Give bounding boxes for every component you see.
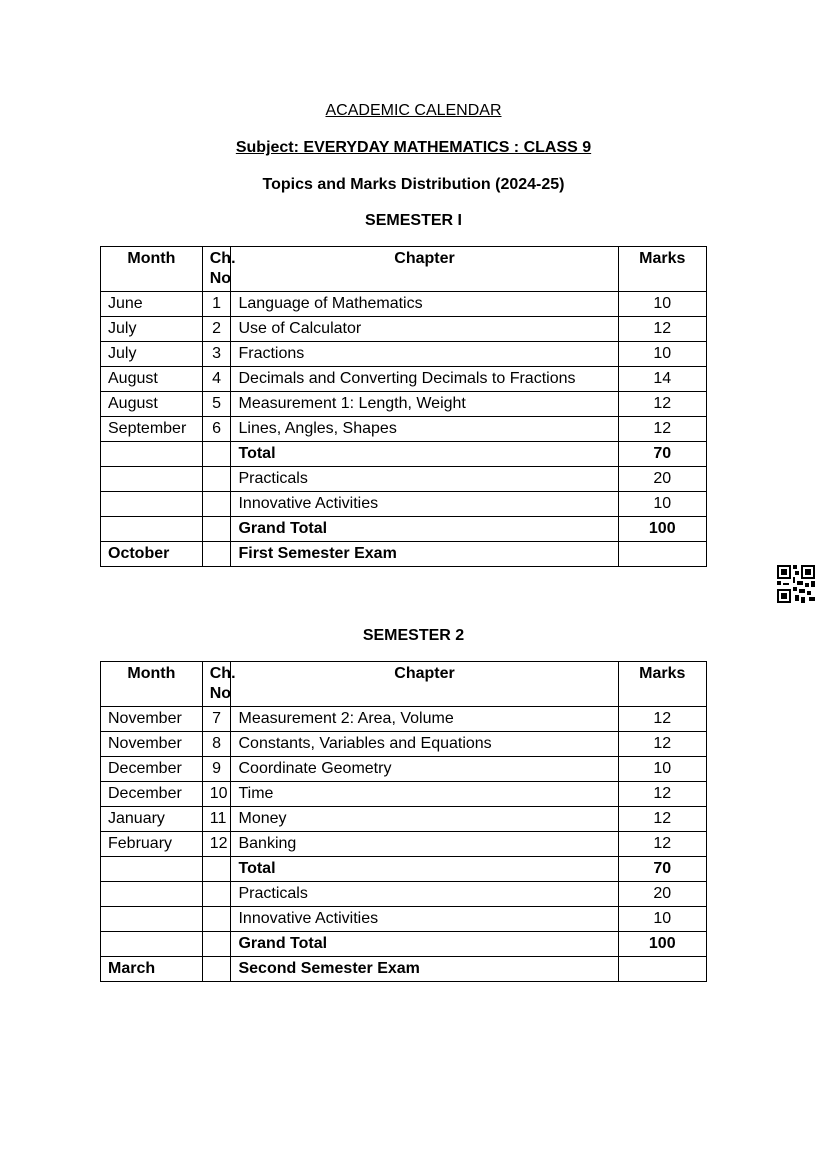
semester-1-table [100, 246, 707, 567]
marks-cell: 10 [618, 757, 706, 782]
ch-no-header: Ch. No [202, 662, 231, 707]
ch-no-cell: 9 [202, 757, 231, 782]
grand-total-marks: 100 [618, 517, 706, 542]
chapter-cell: Constants, Variables and Equations [231, 732, 618, 757]
table-row [101, 807, 707, 832]
total-marks: 70 [618, 442, 706, 467]
qr-code-icon [777, 565, 815, 603]
marks-cell: 12 [618, 807, 706, 832]
practicals-marks: 20 [618, 882, 706, 907]
table-row [101, 292, 707, 317]
chapter-cell: Measurement 1: Length, Weight [231, 392, 618, 417]
chapter-cell: Coordinate Geometry [231, 757, 618, 782]
month-cell: August [101, 367, 203, 392]
marks-cell: 12 [618, 707, 706, 732]
total-label: Total [231, 442, 618, 467]
month-header: Month [101, 662, 203, 707]
ch-no-header: Ch. No [202, 247, 231, 292]
innovative-label: Innovative Activities [231, 492, 618, 517]
grand-total-row [101, 517, 707, 542]
chapter-cell: Decimals and Converting Decimals to Fractions [231, 367, 618, 392]
table-row [101, 732, 707, 757]
total-marks: 70 [618, 857, 706, 882]
marks-cell: 12 [618, 732, 706, 757]
practicals-label: Practicals [231, 882, 618, 907]
ch-no-cell: 5 [202, 392, 231, 417]
exam-row [101, 542, 707, 567]
chapter-cell: Time [231, 782, 618, 807]
marks-header: Marks [618, 247, 706, 292]
month-cell: February [101, 832, 203, 857]
chapter-cell: Banking [231, 832, 618, 857]
chapter-header: Chapter [231, 247, 618, 292]
ch-no-cell: 7 [202, 707, 231, 732]
month-cell: November [101, 732, 203, 757]
ch-no-cell: 6 [202, 417, 231, 442]
practicals-row [101, 467, 707, 492]
month-cell: January [101, 807, 203, 832]
chapter-cell: Fractions [231, 342, 618, 367]
ch-no-cell: 10 [202, 782, 231, 807]
subject-heading: Subject: EVERYDAY MATHEMATICS : CLASS 9 [235, 139, 592, 156]
table-row [101, 832, 707, 857]
semester-1-heading: SEMESTER I [365, 212, 462, 229]
month-header: Month [101, 247, 203, 292]
month-cell: September [101, 417, 203, 442]
marks-cell: 12 [618, 417, 706, 442]
marks-cell: 10 [618, 342, 706, 367]
semester-2-heading: SEMESTER 2 [362, 627, 465, 644]
table-row [101, 417, 707, 442]
topics-heading: Topics and Marks Distribution (2024-25) [262, 176, 565, 193]
month-cell: June [101, 292, 203, 317]
marks-cell: 12 [618, 392, 706, 417]
table-header-row [101, 247, 707, 292]
table-row [101, 392, 707, 417]
marks-header: Marks [618, 662, 706, 707]
marks-cell: 10 [618, 292, 706, 317]
marks-cell: 14 [618, 367, 706, 392]
grand-total-label: Grand Total [231, 517, 618, 542]
chapter-cell: Lines, Angles, Shapes [231, 417, 618, 442]
total-row [101, 857, 707, 882]
ch-no-cell: 1 [202, 292, 231, 317]
practicals-row [101, 882, 707, 907]
table-row [101, 342, 707, 367]
chapter-header: Chapter [231, 662, 618, 707]
total-label: Total [231, 857, 618, 882]
month-cell: July [101, 317, 203, 342]
marks-cell: 12 [618, 317, 706, 342]
month-cell: December [101, 782, 203, 807]
grand-total-marks: 100 [618, 932, 706, 957]
chapter-cell: Use of Calculator [231, 317, 618, 342]
grand-total-label: Grand Total [231, 932, 618, 957]
chapter-cell: Measurement 2: Area, Volume [231, 707, 618, 732]
ch-no-cell: 12 [202, 832, 231, 857]
exam-row [101, 957, 707, 982]
exam-label: Second Semester Exam [231, 957, 618, 982]
total-row [101, 442, 707, 467]
table-row [101, 757, 707, 782]
innovative-marks: 10 [618, 492, 706, 517]
ch-no-cell: 4 [202, 367, 231, 392]
semester-2-table [100, 661, 707, 982]
exam-month: March [101, 957, 203, 982]
innovative-row [101, 492, 707, 517]
table-row [101, 707, 707, 732]
innovative-marks: 10 [618, 907, 706, 932]
marks-cell: 12 [618, 782, 706, 807]
ch-no-cell: 8 [202, 732, 231, 757]
chapter-cell: Language of Mathematics [231, 292, 618, 317]
month-cell: November [101, 707, 203, 732]
month-cell: July [101, 342, 203, 367]
innovative-row [101, 907, 707, 932]
month-cell: December [101, 757, 203, 782]
table-row [101, 782, 707, 807]
chapter-cell: Money [231, 807, 618, 832]
exam-month: October [101, 542, 203, 567]
table-header-row [101, 662, 707, 707]
practicals-label: Practicals [231, 467, 618, 492]
grand-total-row [101, 932, 707, 957]
ch-no-cell: 2 [202, 317, 231, 342]
month-cell: August [101, 392, 203, 417]
page-title: ACADEMIC CALENDAR [325, 102, 502, 119]
ch-no-cell: 11 [202, 807, 231, 832]
practicals-marks: 20 [618, 467, 706, 492]
exam-label: First Semester Exam [231, 542, 618, 567]
table-row [101, 317, 707, 342]
innovative-label: Innovative Activities [231, 907, 618, 932]
marks-cell: 12 [618, 832, 706, 857]
table-row [101, 367, 707, 392]
ch-no-cell: 3 [202, 342, 231, 367]
